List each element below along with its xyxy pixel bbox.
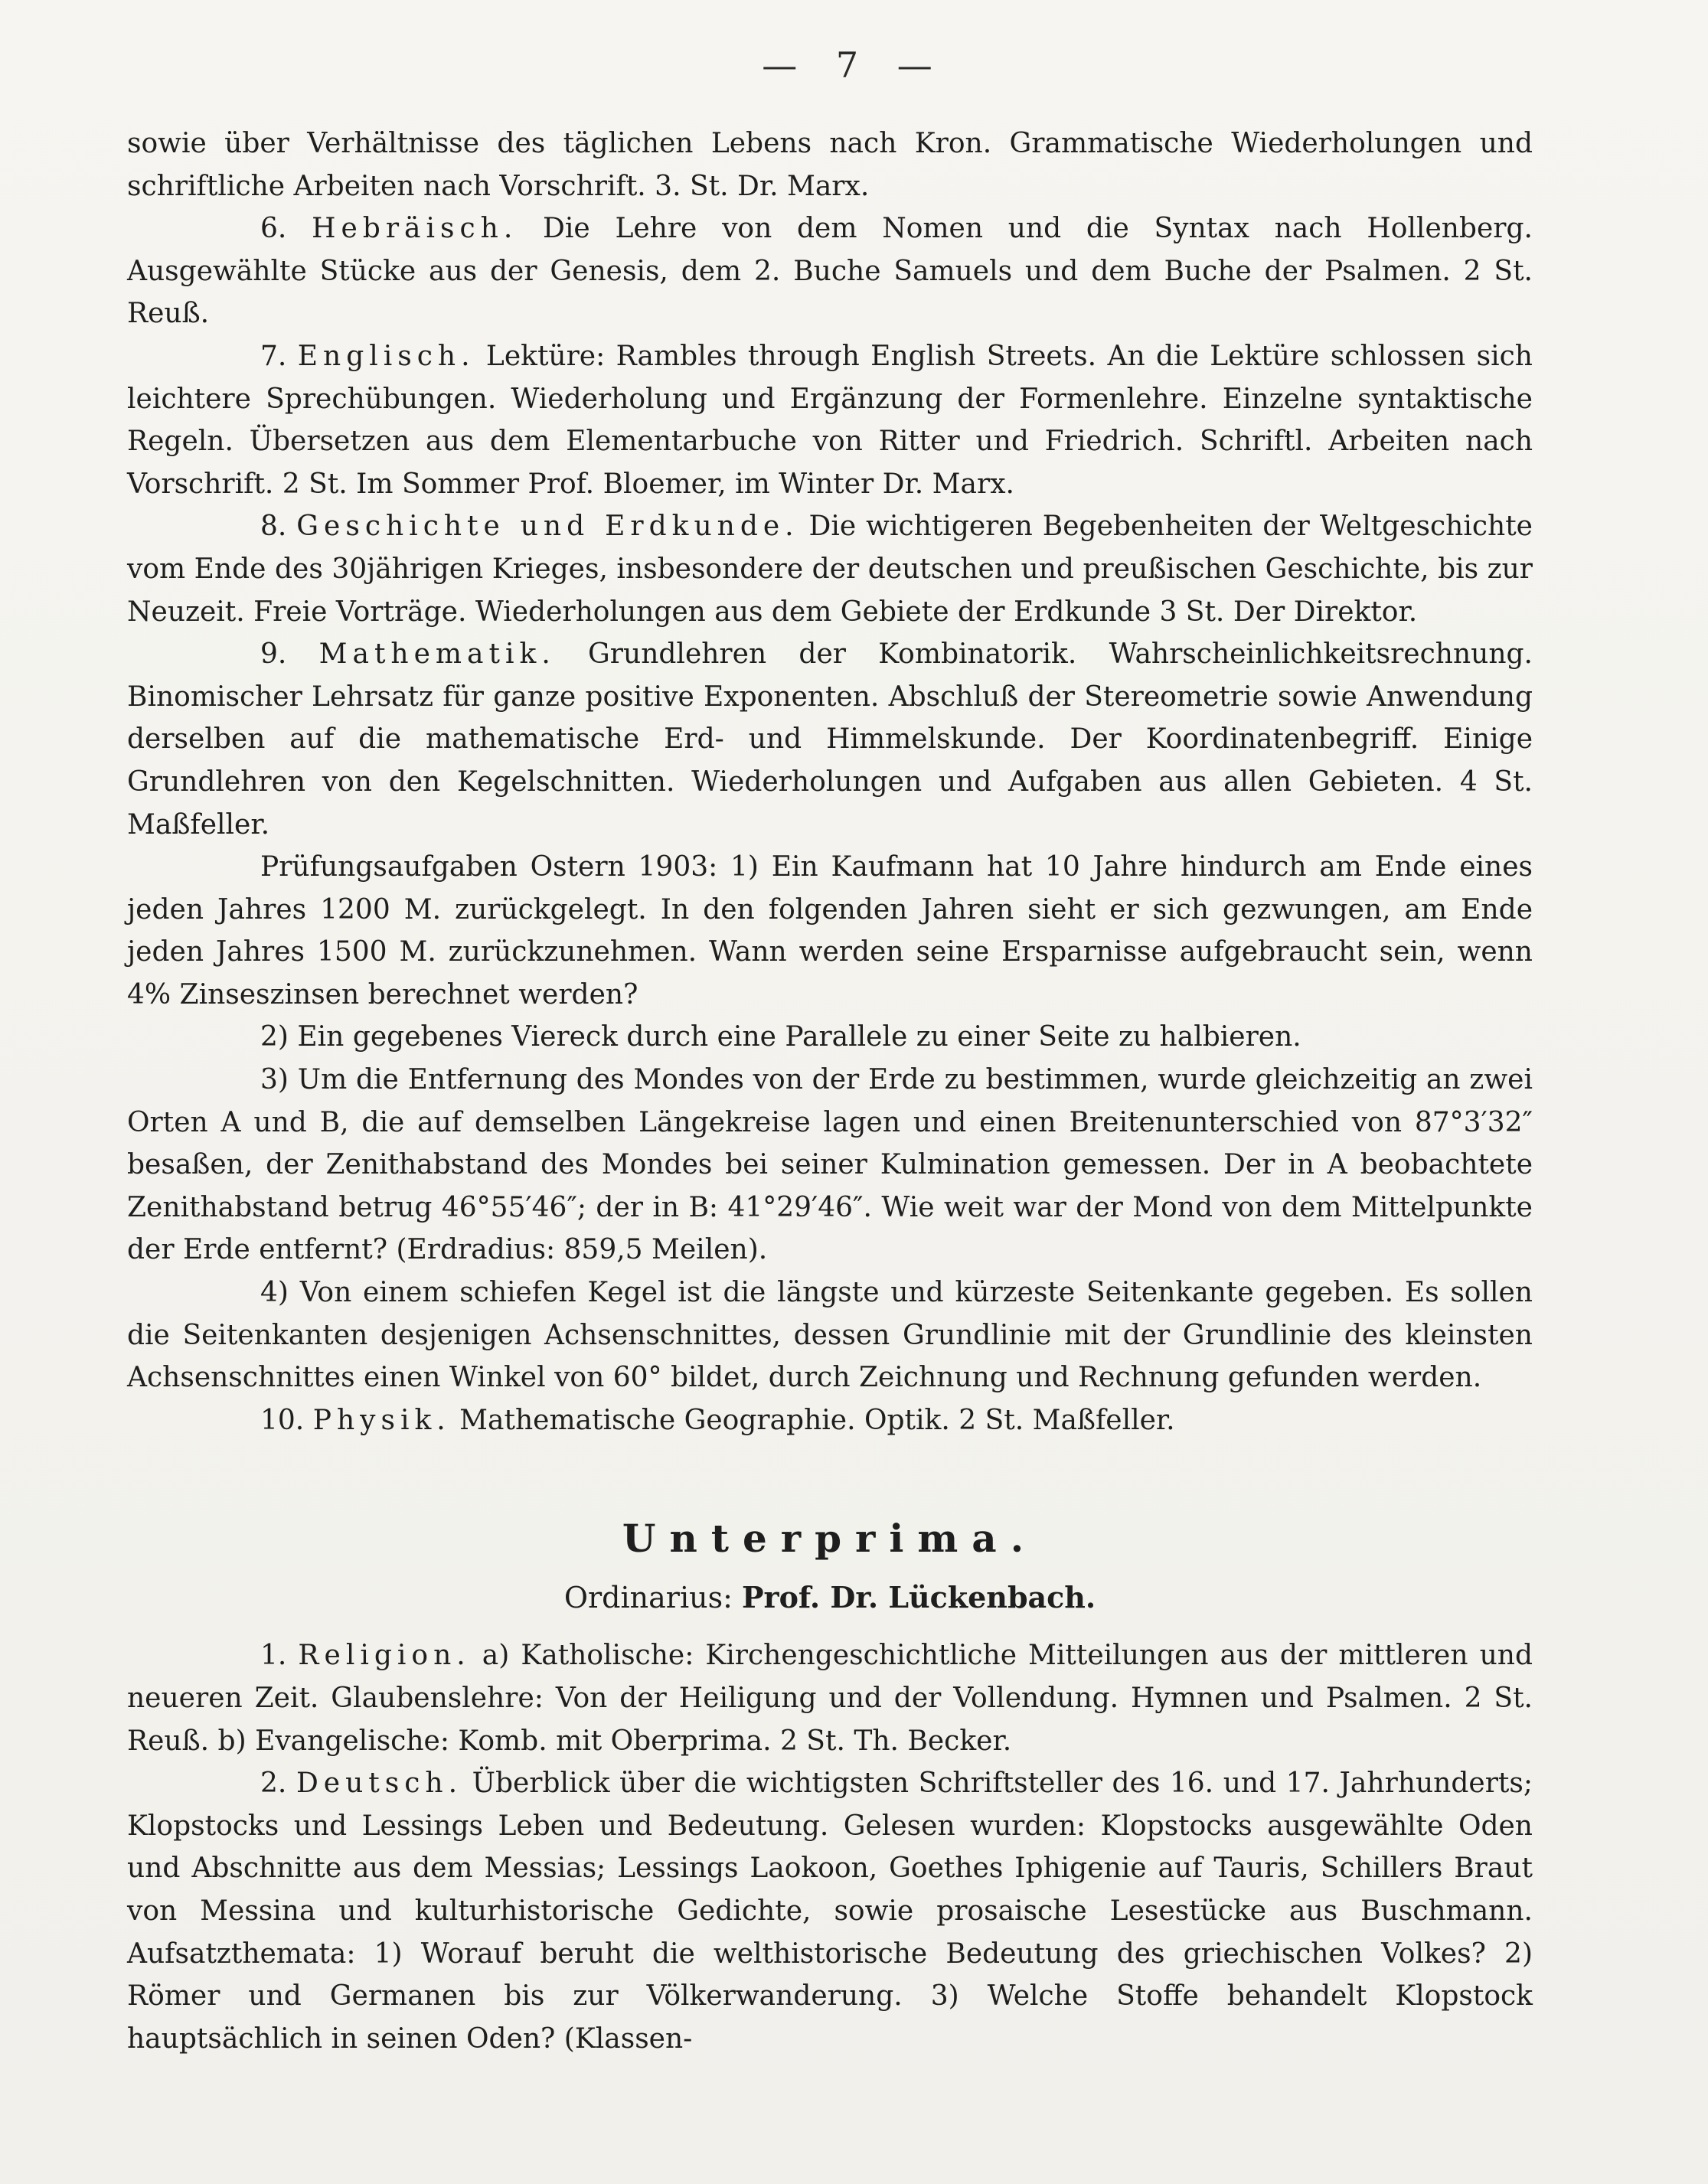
paragraph-text: Prüfungsaufgaben Ostern 1903: 1) Ein Kaufmann hat 10 Jahre hindurch am Ende eines jeden Jahres 1200 M. zurückgelegt. In den folgenden Jahren sieht er sich gezwungen, am Ende jeden Jahres 1500 M. zurückzunehmen. Wann werden seine Ersparnisse aufgebraucht sein, wenn 4% Zinseszinsen berechnet werden?	[127, 851, 1533, 1010]
paragraph-text: 3) Um die Entfernung des Mondes von der Erde zu bestimmen, wurde gleichzeitig an zwei Orten A und B, die auf demselben Längekreise lagen und einen Breitenunterschied von 87°3′32″ besaßen, der Zenithabstand des Mondes bei seiner Kulmination gemessen. Der in A beobachtete Zenithabstand betrug 46°55′46″; der in B: 41°29′46″. Wie weit war der Mond von dem Mittelpunkte der Erde entfernt? (Erdradius: 859,5 Meilen).	[127, 1064, 1533, 1266]
ordinarius-line	[127, 1575, 1533, 1621]
subject-title: Geschichte und Erdkunde.	[296, 511, 799, 543]
subject-paragraph	[127, 1634, 1533, 1762]
paragraph-text: Grundlehren der Kombinatorik. Wahrscheinlichkeitsrechnung. Binomischer Lehrsatz für ganze positive Exponenten. Abschluß der Stereometrie sowie Anwendung derselben auf die mathematische Erd- und Himmelskunde. Der Koordinatenbegriff. Einige Grundlehren von den Kegelschnitten. Wiederholungen und Aufgaben aus allen Gebieten. 4 St. Maßfeller.	[127, 638, 1533, 841]
paragraph-text: Überblick über die wichtigsten Schriftsteller des 16. und 17. Jahrhunderts; Klopstocks und Lessings Leben und Bedeutung. Gelesen wurden: Klopstocks ausgewählte Oden und Abschnitte aus dem Messias; Lessings Laokoon, Goethes Iphigenie auf Tauris, Schillers Braut von Messina und kulturhistorische Gedichte, sowie prosaische Lesestücke aus Buschmann. Aufsatzthemata: 1) Worauf beruht die welthistorische Bedeutung des griechischen Volkes? 2) Römer und Germanen bis zur Völkerwanderung. 3) Welche Stoffe behandelt Klopstock hauptsächlich in seinen Oden? (Klassen-	[127, 1768, 1533, 2055]
ordinarius-name: Prof. Dr. Lückenbach.	[741, 1580, 1096, 1615]
subject-title: Englisch.	[297, 340, 475, 372]
subject-paragraph	[127, 633, 1533, 846]
section-list-bottom	[127, 1634, 1533, 2060]
continuation-paragraph	[127, 122, 1533, 207]
section-heading: Unterprima.	[622, 1516, 1038, 1562]
exercise-paragraph	[127, 1272, 1533, 1399]
subject-number: 2.	[260, 1768, 287, 1800]
page-number: — 7 —	[762, 44, 946, 86]
subject-paragraph	[127, 207, 1533, 335]
subject-title: Physik.	[312, 1404, 451, 1436]
subject-number: 7.	[260, 340, 287, 372]
exercise-paragraph	[127, 1059, 1533, 1272]
paragraph-text: 4) Von einem schiefen Kegel ist die längste und kürzeste Seitenkante gegeben. Es sollen die Seitenkanten desjenigen Achsenschnittes, dessen Grundlinie mit der Grundlinie des kleinsten Achsenschnittes einen Winkel von 60° bildet, durch Zeichnung und Rechnung gefunden werden.	[127, 1277, 1533, 1394]
subject-paragraph	[127, 1399, 1533, 1442]
subject-title: Hebräisch.	[312, 213, 518, 245]
subject-number: 10.	[260, 1404, 305, 1436]
subject-number: 1.	[260, 1640, 287, 1672]
paragraph-text: 2) Ein gegebenes Viereck durch eine Parallele zu einer Seite zu halbieren.	[260, 1021, 1301, 1053]
exercise-paragraph	[127, 846, 1533, 1016]
paragraph-text: a) Katholische: Kirchengeschichtliche Mitteilungen aus der mittleren und neueren Zeit. Glaubenslehre: Von der Heiligung und der Vollendung. Hymnen und Psalmen. 2 St. Reuß. b) Evangelische: Komb. mit Oberprima. 2 St. Th. Becker.	[127, 1640, 1533, 1757]
subject-paragraph	[127, 505, 1533, 633]
subject-title: Religion.	[298, 1640, 471, 1672]
paragraph-text: Lektüre: Rambles through English Streets. An die Lektüre schlossen sich leichtere Sprechübungen. Wiederholung und Ergänzung der Formenlehre. Einzelne syntaktische Regeln. Übersetzen aus dem Elementarbuche von Ritter und Friedrich. Schriftl. Arbeiten nach Vorschrift. 2 St. Im Sommer Prof. Bloemer, im Winter Dr. Marx.	[127, 340, 1533, 500]
subject-paragraph	[127, 1762, 1533, 2060]
section-list-top	[127, 122, 1533, 1441]
subject-title: Deutsch.	[296, 1768, 463, 1800]
subject-title: Mathematik.	[318, 638, 556, 671]
paragraph-text: Die Lehre von dem Nomen und die Syntax nach Hollenberg. Ausgewählte Stücke aus der Genesis, dem 2. Buche Samuels und dem Buche der Psalmen. 2 St. Reuß.	[127, 213, 1533, 330]
subject-number: 6.	[260, 213, 287, 245]
exercise-paragraph	[127, 1016, 1533, 1059]
ordinarius-label: Ordinarius:	[563, 1581, 733, 1615]
paragraph-text: Die wichtigeren Begebenheiten der Weltgeschichte vom Ende des 30jährigen Krieges, insbesondere der deutschen und preußischen Geschichte, bis zur Neuzeit. Freie Vorträge. Wiederholungen aus dem Gebiete der Erdkunde 3 St. Der Direktor.	[127, 511, 1533, 628]
subject-number: 8.	[260, 511, 287, 543]
document-body	[127, 122, 1533, 2060]
subject-number: 9.	[260, 638, 287, 671]
paragraph-text: Mathematische Geographie. Optik. 2 St. Maßfeller.	[459, 1404, 1175, 1436]
paragraph-text: sowie über Verhältnisse des täglichen Lebens nach Kron. Grammatische Wiederholungen und schriftliche Arbeiten nach Vorschrift. 3. St. Dr. Marx.	[127, 128, 1533, 202]
subject-paragraph	[127, 335, 1533, 505]
